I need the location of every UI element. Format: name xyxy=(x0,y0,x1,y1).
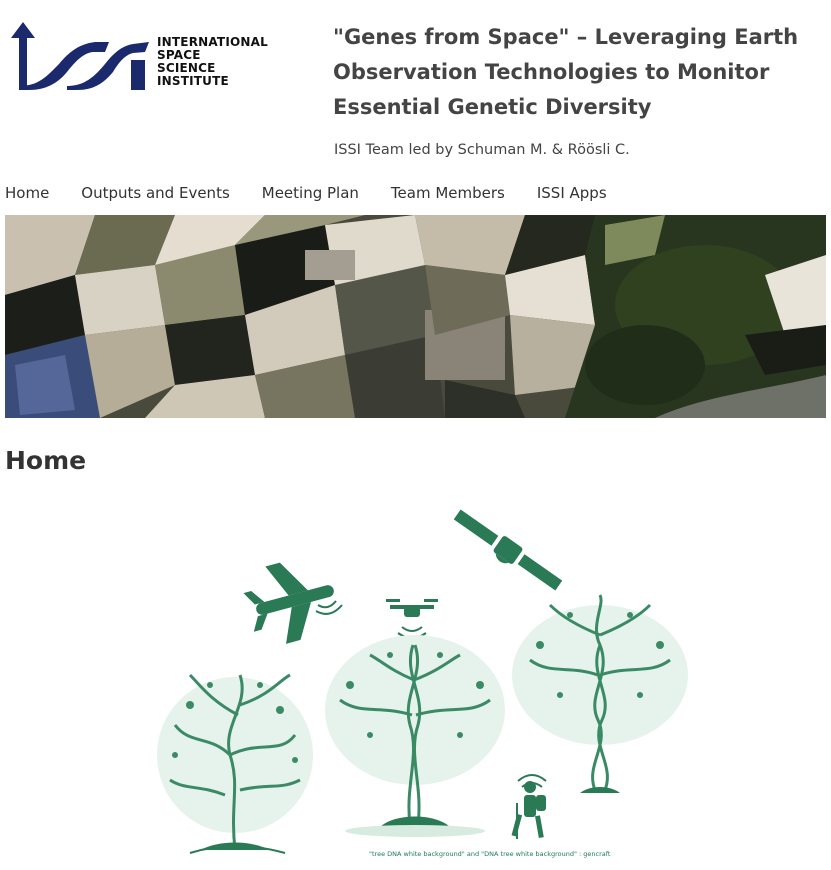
dna-tree-right-icon xyxy=(512,595,688,793)
nav-item-team-members[interactable]: Team Members xyxy=(390,184,505,202)
main-nav xyxy=(5,184,639,206)
logo-line: SPACE xyxy=(157,48,201,62)
site-title xyxy=(333,20,803,125)
logo-line: SCIENCE xyxy=(157,61,216,75)
satellite-icon xyxy=(449,506,564,597)
dna-tree-center-icon xyxy=(325,635,505,837)
banner-satellite-image xyxy=(5,215,826,418)
nav-item-outputs-and-events[interactable]: Outputs and Events xyxy=(81,184,230,202)
site-title-line: Essential Genetic Diversity xyxy=(333,95,652,119)
nav-item-issi-apps[interactable]: ISSI Apps xyxy=(536,184,607,202)
dna-tree-left-icon xyxy=(157,675,313,853)
satellite-image-icon xyxy=(5,215,826,418)
nav-item-meeting-plan[interactable]: Meeting Plan xyxy=(261,184,359,202)
airplane-icon xyxy=(238,551,344,651)
logo-line: INSTITUTE xyxy=(157,74,229,88)
image-credit-caption: "tree DNA white background" and "DNA tree white background" : gencraft xyxy=(369,850,611,858)
nav-item-home[interactable]: Home xyxy=(5,184,50,202)
page-title: Home xyxy=(5,446,87,475)
genes-from-space-illustration xyxy=(130,505,720,870)
hiker-icon xyxy=(512,781,546,839)
site-title-line: "Genes from Space" – Leveraging Earth xyxy=(333,25,799,49)
team-subtitle: ISSI Team led by Schuman M. & Röösli C. xyxy=(334,142,630,158)
logo-line: INTERNATIONAL xyxy=(157,35,268,49)
site-title-line: Observation Technologies to Monitor xyxy=(333,60,770,84)
logo-text xyxy=(157,36,268,88)
drone-icon xyxy=(386,599,438,617)
